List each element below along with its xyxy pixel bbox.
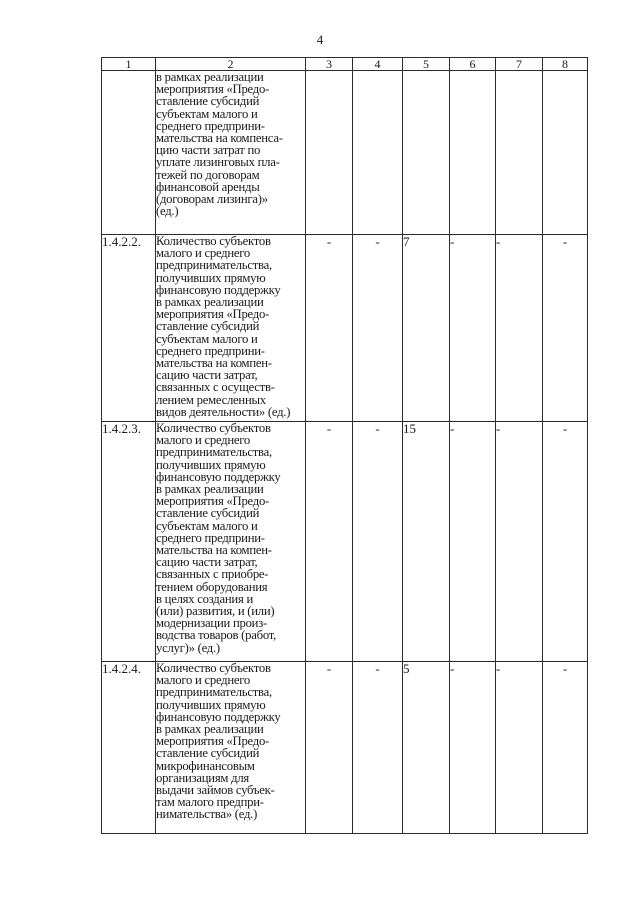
description-line: финансовую поддержку [156,469,281,484]
value-cell-c4: - [353,662,403,834]
description-line: Количество субъектов [156,661,271,675]
description-line: малого и среднего [156,433,251,448]
value-cell-c4: - [353,235,403,422]
description-line: мательства на компен- [156,543,272,558]
description-line: получивших прямую [156,270,266,285]
description-line: в рамках реализации [156,722,264,737]
description-line: субъектам малого и [156,331,258,346]
column-header: 3 [306,58,353,71]
description-line: (договорам лизинга)» [156,192,268,207]
row-number: 1.4.2.2. [102,235,156,422]
description-line: (или) развития, и (или) [156,604,275,619]
value-cell-c7: - [496,662,543,834]
description-line: Количество субъектов [156,234,271,248]
description-line: организациям для [156,770,249,785]
value-cell-c5: 15 [403,422,450,662]
description-line: в рамках реализации [156,295,264,310]
table-row [102,71,588,235]
description-line: Количество субъектов [156,421,271,435]
description-line: связанных с приобре- [156,567,269,582]
value-cell-c5: 5 [403,662,450,834]
description-line: субъектам малого и [156,106,258,121]
description-line: субъектам малого и [156,518,258,533]
description-line: выдачи займов субъек- [156,783,275,798]
table-row [102,662,588,834]
value-cell-c4 [353,71,403,235]
description-line: мероприятия «Предо- [156,734,270,749]
column-number-row [102,58,588,71]
description-line: мательства на компен- [156,356,272,371]
description-line: водства товаров (работ, [156,628,277,643]
description-line: предпринимательства, [156,685,272,700]
value-cell-c8: - [543,235,588,422]
value-cell-c6: - [450,422,496,662]
description-line: финансовую поддержку [156,709,281,724]
description-line: в рамках реализации [156,70,264,84]
description-line: ставление субсидий [156,319,260,334]
description-line: цию части затрат по [156,143,261,158]
description-line: уплате лизинговых пла- [156,155,280,170]
description-line: мероприятия «Предо- [156,307,270,322]
value-cell-c8: - [543,662,588,834]
indicator-description [156,422,306,662]
description-line: ставление субсидий [156,94,260,109]
description-line: малого и среднего [156,673,251,688]
description-line: в рамках реализации [156,482,264,497]
value-cell-c3: - [306,422,353,662]
description-line: финансовой аренды [156,179,260,194]
column-header: 5 [403,58,450,71]
description-line: получивших прямую [156,457,266,472]
description-line: предпринимательства, [156,258,272,273]
row-number: 1.4.2.4. [102,662,156,834]
description-line: малого и среднего [156,246,251,261]
description-line: мательства на компенса- [156,131,283,146]
value-cell-c6: - [450,662,496,834]
description-line: тежей по договорам [156,167,260,182]
value-cell-c3: - [306,235,353,422]
description-line: среднего предприни- [156,343,265,358]
table-row [102,422,588,662]
value-cell-c8 [543,71,588,235]
value-cell-c6 [450,71,496,235]
indicators-table [101,57,588,834]
value-cell-c3: - [306,662,353,834]
description-line: сацию части затрат, [156,368,258,383]
column-header: 2 [156,58,306,71]
indicator-description [156,662,306,834]
value-cell-c8: - [543,422,588,662]
row-number: 1.4.2.3. [102,422,156,662]
description-line: ставление субсидий [156,746,260,761]
value-cell-c7: - [496,235,543,422]
description-line: (ед.) [156,204,179,219]
value-cell-c6: - [450,235,496,422]
description-line: модернизации произ- [156,616,267,631]
row-number [102,71,156,235]
description-line: предпринимательства, [156,445,272,460]
description-line: мероприятия «Предо- [156,82,270,97]
description-line: в целях создания и [156,591,253,606]
indicator-description [156,71,306,235]
description-line: там малого предпри- [156,795,264,810]
description-line: видов деятельности» (ед.) [156,404,291,419]
column-header: 6 [450,58,496,71]
value-cell-c7 [496,71,543,235]
description-line: получивших прямую [156,697,266,712]
column-header: 1 [102,58,156,71]
description-line: связанных с осуществ- [156,380,275,395]
description-line: среднего предприни- [156,118,265,133]
value-cell-c7: - [496,422,543,662]
column-header: 8 [543,58,588,71]
description-line: среднего предприни- [156,530,265,545]
description-line: лением ремесленных [156,392,266,407]
description-line: тением оборудования [156,579,268,594]
description-line: ставление субсидий [156,506,260,521]
description-line: нимательства» (ед.) [156,807,258,822]
description-line: финансовую поддержку [156,282,281,297]
description-line: микрофинансовым [156,758,255,773]
description-line: услуг)» (ед.) [156,640,220,655]
page-number: 4 [316,32,324,47]
value-cell-c5: 7 [403,235,450,422]
description-line: сацию части затрат, [156,555,258,570]
column-header: 7 [496,58,543,71]
column-header: 4 [353,58,403,71]
value-cell-c5 [403,71,450,235]
table-row [102,235,588,422]
value-cell-c4: - [353,422,403,662]
indicator-description [156,235,306,422]
value-cell-c3 [306,71,353,235]
description-line: мероприятия «Предо- [156,494,270,509]
